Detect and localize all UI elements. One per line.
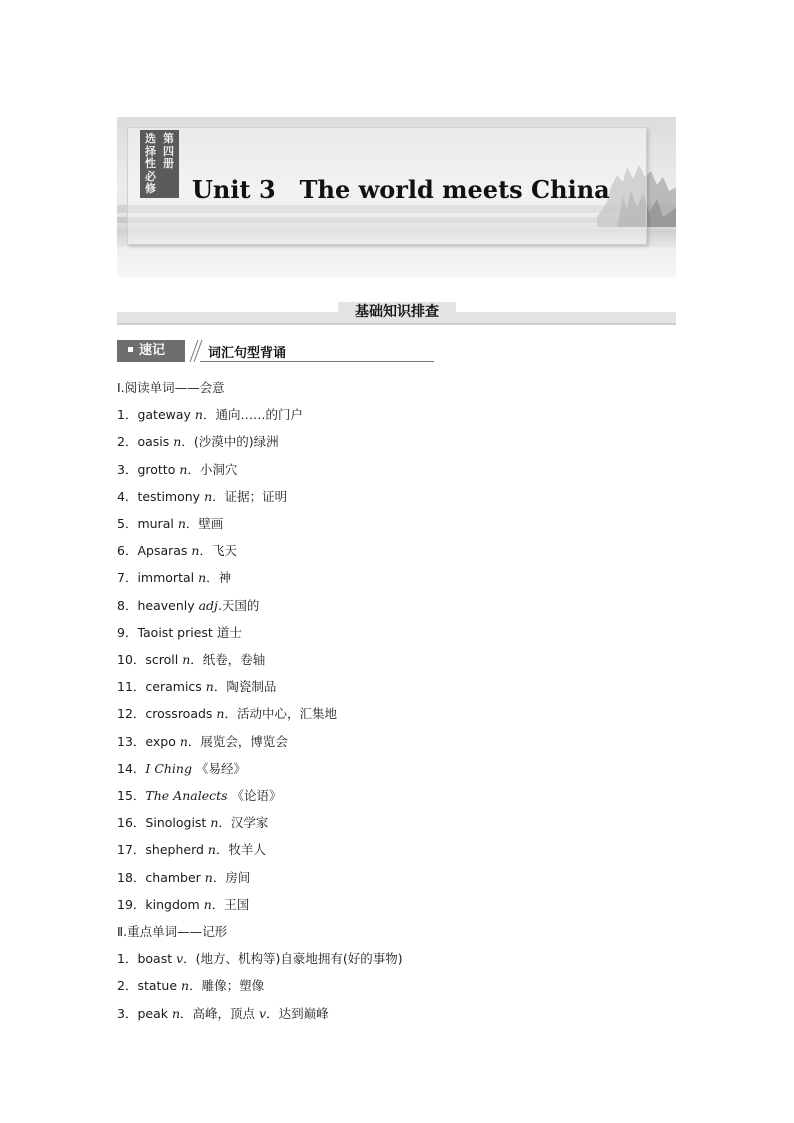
item-number: 3． — [117, 1005, 138, 1021]
item-meaning: ．牧羊人 — [215, 842, 266, 858]
item-number: 5． — [117, 516, 138, 531]
item-number: 10． — [117, 652, 146, 667]
item-number: 8． — [117, 597, 138, 613]
item-number: 3． — [117, 461, 138, 477]
item-pos: n — [171, 1005, 181, 1021]
item-pos: v — [176, 951, 184, 967]
item-word: ceramics — [145, 679, 202, 695]
vocab-item — [117, 1004, 329, 1022]
item-word: gateway — [137, 407, 191, 423]
item-word: expo — [145, 733, 176, 749]
unit-title: Unit 3 The world meets China — [192, 175, 610, 204]
item-number: 16． — [117, 815, 146, 831]
vocab-item — [117, 650, 265, 668]
item-meaning: ．通向……的门户 — [202, 407, 303, 423]
badge-column-2: 第 四 册 — [163, 132, 174, 171]
item-word: I Ching — [145, 760, 192, 776]
item-meaning: ．活动中心，汇集地 — [224, 706, 337, 722]
item-pos: n — [204, 869, 213, 885]
vocab-item — [117, 976, 264, 994]
item-meaning: 《论语》 — [231, 788, 282, 803]
item-number: 2． — [117, 434, 138, 450]
item-meaning: ．(沙漠中的)绿洲 — [181, 434, 279, 450]
item-meaning: ．陶瓷制品 — [213, 679, 277, 695]
item-pos: n — [204, 488, 213, 504]
item-pos: n — [191, 543, 200, 559]
vocab-item — [117, 677, 276, 695]
vocab-item — [117, 623, 242, 641]
item-pos: n — [182, 652, 191, 667]
item-pos: n — [177, 516, 186, 531]
item-number: 17． — [117, 842, 146, 858]
badge-column-1: 选 择 性 必 修 — [145, 132, 156, 196]
item-word: peak — [137, 1005, 168, 1021]
item-word: Apsaras — [137, 543, 188, 559]
subsection-title: 词汇句型背诵 — [208, 346, 287, 361]
vocab-item — [117, 786, 282, 804]
item-number: 15． — [117, 788, 146, 803]
vocab-item — [117, 568, 231, 586]
item-meaning: ．王国 — [211, 896, 250, 912]
item-word: scroll — [145, 652, 179, 667]
item-pos: n — [179, 461, 188, 477]
item-meaning: ．展览会，博览会 — [187, 733, 288, 749]
item-pos: v — [259, 1005, 267, 1021]
item-number: 7． — [117, 570, 138, 586]
item-number: 4． — [117, 488, 138, 504]
item-word: testimony — [137, 488, 201, 504]
item-pos: n — [194, 407, 203, 423]
item-meaning: 《易经》 — [195, 760, 246, 776]
item-word: chamber — [145, 869, 201, 885]
item-meaning: .天国的 — [217, 597, 260, 613]
item-word: The Analects — [145, 788, 228, 803]
item-pos: n — [179, 733, 188, 749]
item-word: mural — [137, 516, 174, 531]
item-meaning: ．壁画 — [185, 516, 224, 531]
item-word: Sinologist — [145, 815, 207, 831]
item-pos: n — [173, 434, 182, 450]
item-word: Taoist priest — [137, 624, 213, 640]
item-meaning: ．(地方、机构等)自豪地拥有(好的事物) — [183, 951, 403, 967]
vocab-item — [117, 596, 259, 614]
item-word: heavenly — [137, 597, 195, 613]
vocab-item — [117, 949, 403, 967]
item-pos: n — [207, 842, 216, 858]
vocab-item — [117, 460, 237, 478]
item-meaning: ．纸卷，卷轴 — [190, 652, 266, 667]
item-number: 14． — [117, 760, 146, 776]
item-meaning: 道士 — [216, 624, 242, 640]
item-pos: n — [198, 570, 207, 586]
vocab-item — [117, 405, 303, 423]
item-word: kingdom — [145, 896, 200, 912]
item-number: 13． — [117, 733, 146, 749]
part-heading: Ⅰ.阅读单词——会意 — [117, 380, 225, 395]
item-meaning: ．汉学家 — [218, 815, 269, 831]
item-meaning: ．神 — [206, 570, 232, 586]
vocab-item — [117, 895, 249, 913]
item-number: 9． — [117, 624, 138, 640]
vocab-item — [117, 704, 337, 722]
item-word: shepherd — [145, 842, 204, 858]
item-word: statue — [137, 978, 178, 994]
item-meaning: ．房间 — [212, 869, 251, 885]
item-pos: adj — [198, 597, 218, 613]
vocab-item — [117, 732, 288, 750]
item-word: immortal — [137, 570, 195, 586]
item-pos: n — [181, 978, 190, 994]
book-badge — [140, 130, 179, 198]
subsection-rule — [200, 361, 434, 362]
item-pos: n — [205, 679, 214, 695]
item-pos: n — [210, 815, 219, 831]
section-title: 基础知识排查 — [338, 302, 456, 322]
vocab-item — [117, 759, 246, 777]
item-number: 1． — [117, 407, 138, 423]
item-word: grotto — [137, 461, 176, 477]
item-meaning: ．证据；证明 — [212, 488, 288, 504]
vocab-item — [117, 541, 237, 559]
vocab-item — [117, 432, 279, 450]
vocab-item — [117, 813, 268, 831]
item-word: oasis — [137, 434, 170, 450]
item-pos: n — [216, 706, 225, 722]
item-meaning: ．达到巅峰 — [266, 1005, 329, 1021]
vocab-item — [117, 868, 250, 886]
item-meaning: ．飞天 — [199, 543, 237, 559]
item-meaning: ．雕像；塑像 — [189, 978, 265, 994]
vocab-item — [117, 514, 223, 532]
item-number: 11． — [117, 679, 146, 695]
slash-icon — [184, 340, 206, 362]
part-heading: Ⅱ.重点单词——记形 — [117, 924, 228, 939]
item-number: 18． — [117, 869, 146, 885]
vocab-item — [117, 487, 287, 505]
section-tag: 速记 — [117, 340, 185, 362]
square-icon — [128, 347, 133, 352]
vocab-item — [117, 840, 266, 858]
item-pos: n — [203, 896, 212, 912]
item-number: 2． — [117, 978, 138, 994]
item-number: 1． — [117, 951, 138, 967]
item-number: 12． — [117, 706, 146, 722]
item-word: boast — [137, 951, 173, 967]
item-meaning: ．小洞穴 — [187, 461, 238, 477]
item-number: 19． — [117, 896, 146, 912]
item-number: 6． — [117, 543, 138, 559]
item-meaning: ．高峰，顶点 — [180, 1005, 256, 1021]
item-word: crossroads — [145, 706, 213, 722]
